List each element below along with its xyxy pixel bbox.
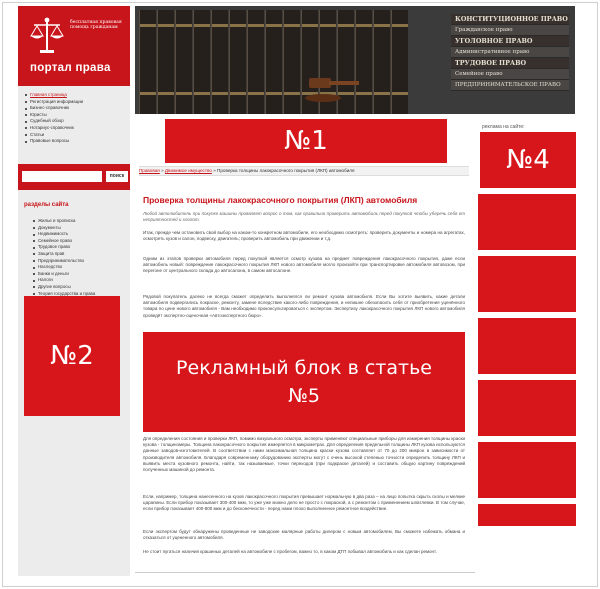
- ad-block-5[interactable]: [143, 332, 465, 432]
- section-item[interactable]: Недвижимость: [32, 231, 132, 238]
- section-item[interactable]: Теория государства и права: [32, 291, 132, 298]
- book-title: Семейное право: [451, 69, 569, 80]
- section-item[interactable]: Другие вопросы: [32, 284, 132, 291]
- book-title: Гражданское право: [451, 25, 569, 36]
- site-logo[interactable]: [18, 6, 130, 86]
- ad-block-4[interactable]: №4: [480, 132, 576, 188]
- topnav-item[interactable]: Регистрация информации: [24, 99, 128, 106]
- sections-list: [32, 218, 132, 297]
- content-divider: [135, 572, 475, 573]
- section-item[interactable]: Защита прав: [32, 251, 132, 258]
- article-paragraph: Итак, прежде чем остановить свой выбор на каком-то конкретном автомобиле, его необходимо осмотреть: проверить документы и номера на агрегатах, осмотреть кузов и салон, подвеску, двигатель; проверить автомобиль при движении и т.д.: [143, 230, 465, 242]
- breadcrumb-section[interactable]: Движимое имущество: [164, 168, 212, 173]
- book-title: КОНСТИТУЦИОННОЕ ПРАВО: [451, 14, 569, 25]
- law-books-stack: [451, 14, 569, 91]
- breadcrumb-current: Проверка толщины лакокрасочного покрытия (ЛКП) автомобиля: [217, 168, 355, 173]
- article-paragraph: Если экспертом будут обнаружены проведенные не заводские малярные работы дилером с новым автомобилем, Вы сможете избежать обмана и отказаться от уцененного автомобиля.: [143, 529, 465, 541]
- topnav-item[interactable]: Статьи: [24, 132, 128, 139]
- article-title: Проверка толщины лакокрасочного покрытия (ЛКП) автомобиля: [143, 195, 418, 205]
- right-ad-slot[interactable]: [478, 504, 576, 526]
- left-sidebar: [18, 6, 130, 576]
- search-input[interactable]: [22, 171, 102, 182]
- breadcrumb: Правовая » Движимое имущество » Проверка толщины лакокрасочного покрытия (ЛКП) автомобиля: [139, 166, 469, 176]
- section-item[interactable]: Банки и деньги: [32, 271, 132, 278]
- header-banner: [135, 6, 575, 114]
- section-item[interactable]: Налоги: [32, 277, 132, 284]
- ad5-line1: Рекламный блок в статье: [176, 357, 432, 379]
- top-navigation: [24, 92, 128, 145]
- section-item[interactable]: Документы: [32, 225, 132, 232]
- right-column-title: реклама на сайте:: [482, 124, 525, 130]
- section-item[interactable]: Наследство: [32, 264, 132, 271]
- topnav-item[interactable]: Бизнес-справочник: [24, 105, 128, 112]
- topnav-item[interactable]: Юристы: [24, 112, 128, 119]
- book-title: ТРУДОВОЕ ПРАВО: [451, 58, 569, 69]
- article-paragraph: Не стоит пугаться наличия крашеных деталей на автомобиле с пробегом, важно то, в каком ДТП побывал автомобиль и как сделан ремонт.: [143, 549, 437, 554]
- right-ad-slot[interactable]: [478, 194, 576, 250]
- gavel-icon: [303, 76, 363, 102]
- breadcrumb-home[interactable]: Правовая: [139, 168, 160, 173]
- topnav-item[interactable]: Правовые вопросы: [24, 138, 128, 145]
- section-item[interactable]: Предпринимательство: [32, 258, 132, 265]
- search-button[interactable]: поиск: [106, 171, 128, 182]
- article-lead: Любой автолюбитель при покупке машины проявляет вопрос о том, как правильно проверить автомобиль перед покупкой чтобы уберечь себя от неприятностей и хлопот.: [143, 211, 465, 223]
- logo-tagline: бесплатная правовая помощь гражданам: [70, 20, 122, 31]
- book-title: Административное право: [451, 47, 569, 58]
- article-paragraph: Рядовой покупатель далеко не всегда сможет определить выполнялся ли ремонт кузова автомобиля. Если Вы хотите выявить, какие детали автомобиля подвергались покраске, ремонту, замене вследствие какого-либо повреждения, и нелишне обезопасить себя от приобретения уценённого товара по цене нового автомобиля - Вам необходимо проконсультироваться с экспертом. Экспертизу лакокрасочного покрытия ЛКП нового автомобиля проведёт экспертно-оценочная «Автоэкспертного бюро».: [143, 294, 465, 318]
- section-item[interactable]: Жилье и прописка: [32, 218, 132, 225]
- topnav-item[interactable]: Нотариус-справочник: [24, 125, 128, 132]
- topnav-item[interactable]: Судебный обзор: [24, 118, 128, 125]
- ad5-line2: №5: [288, 385, 320, 407]
- scales-of-justice-icon: [30, 16, 64, 56]
- book-title: УГОЛОВНОЕ ПРАВО: [451, 36, 569, 47]
- right-ad-slot[interactable]: [478, 256, 576, 312]
- article-paragraph: Для определения состояния и проверки ЛКП, помимо визуального осмотра, эксперты применяют специальные приборы для измерения толщины краски кузова - толщиномеры. Толщина лакокрасочного покрытия измеряется в микрометрах. Для определения предельной толщины ЛКП кузова используются данные заводов-изготовителей. В соответствии с ними максимальная толщина краски кузова составляет от 70 до 200 микрон в зависимости от производителя автомобиля. Благодаря современному оборудованию эксперты могут с очень высокой степенью точности определить толщину ЛКП и выявить места кузовного ремонта, найти, так называемые, точки переходов (при подкраске деталей) и составить общую картину повреждений полученных машиной до ремонта.: [143, 436, 465, 473]
- article-paragraph: Если, например, толщина нанесенного на кузов лакокрасочного покрытия превышает нормальную в два раза – на лицо попытка скрыть сколы и мелкие царапины. Если прибор показывает 300-400 мкм, то уже уже можно дело не просто с покраской, а с ремонтом с применением шпатлевки. В том случае, если прибор показывает 400-800 мкм и до бесконечности - перед нами плохо выполненное ремонтное воздействие.: [143, 494, 465, 512]
- sections-title: разделы сайта: [24, 202, 69, 208]
- section-item[interactable]: Трудовое право: [32, 244, 132, 251]
- search-box: [18, 164, 130, 190]
- ad-block-2[interactable]: №2: [24, 296, 120, 416]
- article-paragraph: Одним из этапов проверки автомобиля перед покупкой является осмотр кузова на предмет повреждения лакокрасочного покрытия, даже если автомобиль новый: повреждение лакокрасочного покрытия ЛКП нового автомобиля могло произойти при транспортировке автомобиля автовозом, при перегоне от центрального склада до автосалона, в самом автосалоне.: [143, 256, 465, 274]
- right-ad-slot[interactable]: [478, 442, 576, 498]
- bookshelf-image: [135, 6, 405, 114]
- logo-brand: портал права: [30, 62, 111, 74]
- right-ad-slot[interactable]: [478, 318, 576, 374]
- section-item[interactable]: Семейное право: [32, 238, 132, 245]
- topnav-item[interactable]: Главная страница: [24, 92, 128, 99]
- right-ad-slot[interactable]: [478, 380, 576, 436]
- book-title: ПРЕДПРИНИМАТЕЛЬСКОЕ ПРАВО: [451, 80, 569, 91]
- ad-block-1[interactable]: №1: [165, 119, 447, 163]
